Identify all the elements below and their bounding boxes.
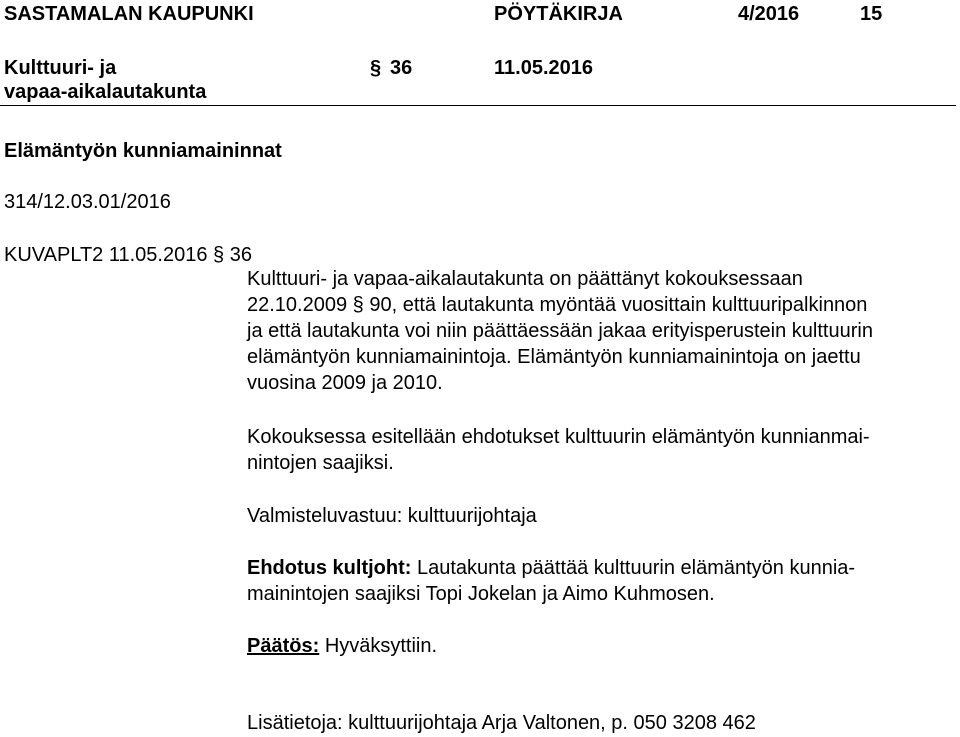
- background-line: elämäntyön kunniamainintoja. Elämäntyön kunniamainintoja on jaettu: [247, 346, 861, 368]
- proposal-paragraph: [247, 555, 947, 607]
- background-line: vuosina 2009 ja 2010.: [247, 372, 443, 394]
- decision-line: [247, 633, 947, 659]
- header-divider: [0, 105, 956, 106]
- document-type: PÖYTÄKIRJA: [494, 3, 623, 25]
- file-reference: 314/12.03.01/2016: [4, 191, 171, 213]
- committee-name-line1: Kulttuuri- ja: [4, 57, 117, 79]
- document-number: 4/2016: [738, 3, 800, 25]
- section-number: 36: [390, 57, 413, 79]
- previous-handling-ref: [4, 243, 252, 267]
- contact-line: Lisätietoja: kulttuurijohtaja Arja Valtonen, p. 050 3208 462: [247, 712, 756, 734]
- presentation-paragraph: [247, 424, 947, 476]
- decision-text: Hyväksyttiin.: [324, 635, 438, 657]
- item-heading: Elämäntyön kunniamaininnat: [4, 140, 282, 162]
- proposal-label: Ehdotus kultjoht:: [247, 557, 412, 579]
- background-line: Kulttuuri- ja vapaa-aikalautakunta on päättänyt kokouksessaan: [247, 268, 803, 290]
- previous-handling-code: KUVAPLT2 11.05.2016: [4, 244, 208, 266]
- presentation-line: nintojen saajiksi.: [247, 452, 394, 474]
- committee-name-line2: vapaa-aikalautakunta: [4, 81, 207, 103]
- proposal-line: [247, 555, 947, 581]
- meeting-date: 11.05.2016: [494, 57, 593, 79]
- background-line: ja että lautakunta voi niin päättäessään jakaa erityisperustein kulttuurin: [247, 320, 873, 342]
- background-line: 22.10.2009 § 90, että lautakunta myöntää vuosittain kulttuuripalkinnon: [247, 294, 868, 316]
- preparer-line: Valmisteluvastuu: kulttuurijohtaja: [247, 505, 537, 527]
- proposal-line: mainintojen saajiksi Topi Jokelan ja Aimo Kuhmosen.: [247, 583, 715, 605]
- presentation-line: Kokouksessa esitellään ehdotukset kulttuurin elämäntyön kunnianmai-: [247, 426, 870, 448]
- background-paragraph: [247, 266, 947, 396]
- section-sign: §: [370, 57, 382, 79]
- proposal-text: Lautakunta päättää kulttuurin elämäntyön kunnia-: [416, 557, 856, 579]
- page-number: 15: [860, 3, 883, 25]
- decision-label: Päätös:: [247, 635, 320, 657]
- previous-handling-section-sign: §: [213, 244, 225, 266]
- municipality-name: SASTAMALAN KAUPUNKI: [4, 3, 254, 25]
- previous-handling-section-number: 36: [229, 244, 252, 266]
